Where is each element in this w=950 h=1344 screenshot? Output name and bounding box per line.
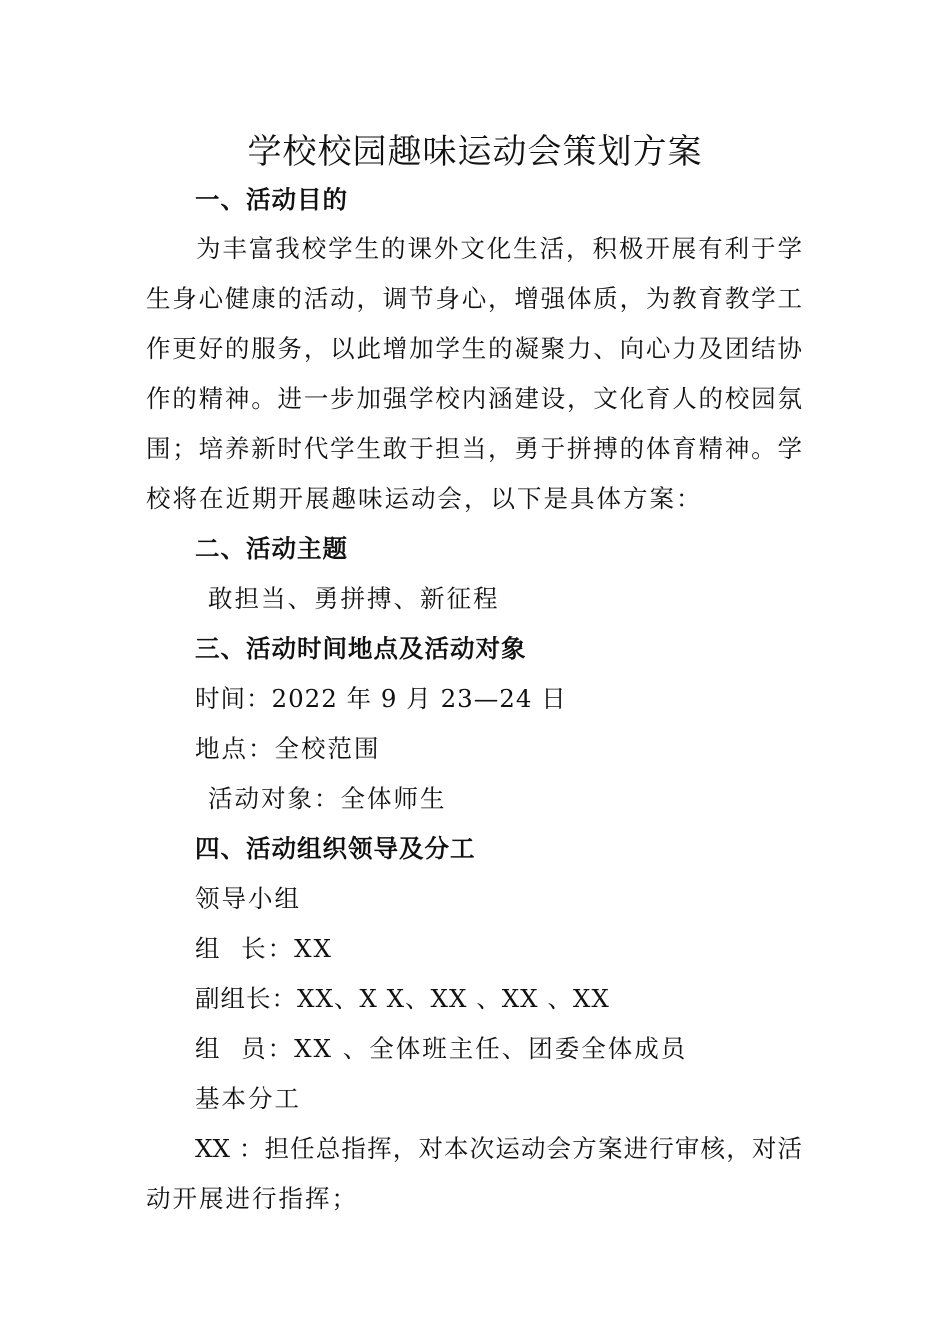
event-participants: 活动对象：全体师生 xyxy=(208,784,447,813)
basic-division-label: 基本分工 xyxy=(195,1084,301,1113)
purpose-paragraph-line: 围；培养新时代学生敢于担当，勇于拼搏的体育精神。学 xyxy=(146,434,802,463)
section-heading-theme: 二、活动主题 xyxy=(195,534,348,563)
leadership-group-label: 领导小组 xyxy=(195,884,301,913)
section-heading-organization: 四、活动组织领导及分工 xyxy=(195,834,476,863)
purpose-paragraph-line: 作更好的服务，以此增加学生的凝聚力、向心力及团结协 xyxy=(146,334,802,363)
purpose-paragraph-line: 作的精神。进一步加强学校内涵建设，文化育人的校园氛 xyxy=(146,384,802,413)
group-leader: 组 长：XX xyxy=(195,934,333,963)
event-time: 时间：2022 年 9 月 23—24 日 xyxy=(195,684,567,713)
purpose-paragraph-line: 校将在近期开展趣味运动会，以下是具体方案： xyxy=(146,484,703,513)
division-paragraph-line: 动开展进行指挥； xyxy=(146,1184,358,1213)
purpose-paragraph-line: 生身心健康的活动，调节身心，增强体质，为教育教学工 xyxy=(146,284,802,313)
division-paragraph-line: XX ：担任总指挥，对本次运动会方案进行审核，对活 xyxy=(195,1134,802,1163)
deputy-group-leaders: 副组长：XX、X X、XX 、XX 、XX xyxy=(195,984,610,1013)
event-place: 地点：全校范围 xyxy=(195,734,381,763)
purpose-paragraph-line: 为丰富我校学生的课外文化生活，积极开展有利于学 xyxy=(196,234,802,263)
section-heading-purpose: 一、活动目的 xyxy=(195,185,348,214)
document-title: 学校校园趣味运动会策划方案 xyxy=(247,132,703,172)
group-members: 组 员：XX 、全体班主任、团委全体成员 xyxy=(195,1034,688,1063)
theme-text: 敢担当、勇拼搏、新征程 xyxy=(208,584,500,613)
section-heading-time-place: 三、活动时间地点及活动对象 xyxy=(195,634,527,663)
